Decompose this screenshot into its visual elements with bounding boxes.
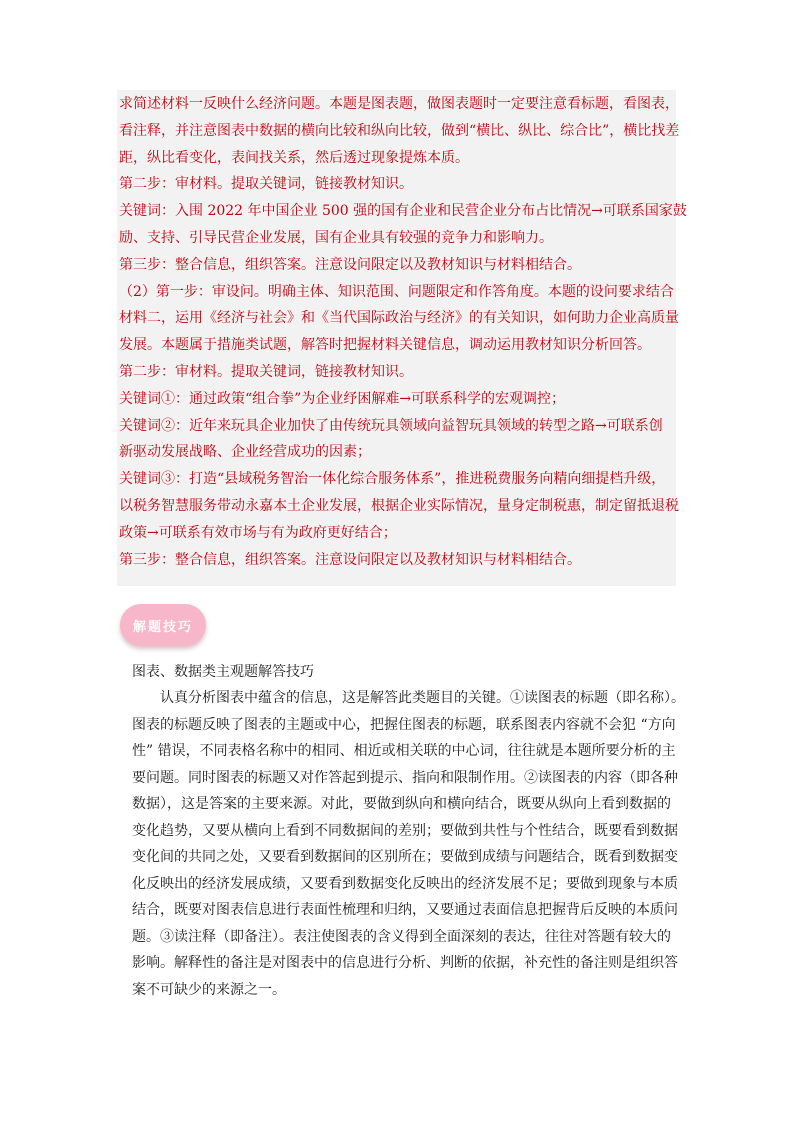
tips-line: 数据），这是答案的主要来源。对此，要做到纵向和横向结合，既要从纵向上看到数据的: [132, 796, 671, 812]
analysis-line: 关键词①：通过政策“组合拳”为企业纾困解难→可联系科学的宏观调控；: [119, 390, 566, 407]
tips-line: 要问题。同时图表的标题又对作答起到提示、指向和限制作用。②读图表的内容（即各种: [132, 769, 678, 786]
analysis-line: （2）第一步：审设问。明确主体、知识范围、问题限定和作答角度。本题的设问要求结合: [119, 283, 674, 300]
analysis-line: 第二步：审材料。提取关键词，链接教材知识。: [119, 176, 413, 193]
tips-line: 图表的标题反映了图表的主题或中心，把握住图表的标题，联系图表内容就不会犯 “方向: [132, 716, 676, 733]
tips-line: 结合，既要对图表信息进行表面性梳理和归纳，又要通过表面信息把握背后反映的本质问: [132, 902, 678, 918]
analysis-line: 第三步：整合信息，组织答案。注意设问限定以及教材知识与材料相结合。: [119, 256, 581, 273]
tips-line: 变化趋势，又要从横向上看到不同数据间的差别；要做到共性与个性结合，既要看到数据: [132, 822, 678, 839]
tips-badge-label: 解题技巧: [132, 619, 193, 635]
analysis-line: 看注释，并注意图表中数据的横向比较和纵向比较，做到“横比、纵比、综合比”，横比找差: [119, 122, 680, 139]
tips-line: 化反映出的经济发展成绩，又要看到数据变化反映出的经济发展不足；要做到现象与本质: [132, 875, 678, 892]
tips-badge: [120, 604, 206, 646]
tips-line: 性” 错误，不同表格名称中的相同、相近或相关联的中心词，往往就是本题所要分析的主: [132, 743, 676, 759]
analysis-line: 求简述材料一反映什么经济问题。本题是图表题，做图表题时一定要注意看标题，看图表，: [119, 96, 679, 112]
analysis-line: 以税务智慧服务带动永嘉本土企业发展，根据企业实际情况，量身定制税惠，制定留抵退税: [119, 498, 679, 514]
analysis-line: 关键词③：打造“县域税务智治一体化综合服务体系”，推进税费服务向精向细提档升级，: [119, 471, 666, 488]
analysis-line: 政策→可联系有效市场与有为政府更好结合；: [119, 524, 397, 541]
tips-line: 变化间的共同之处，又要看到数据间的区别所在；要做到成绩与问题结合，既看到数据变: [132, 849, 678, 865]
tips-line: 影响。解释性的备注是对图表中的信息进行分析、判断的依据，补充性的备注则是组织答: [132, 955, 678, 971]
analysis-line: 关键词②：近年来玩具企业加快了由传统玩具领域向益智玩具领域的转型之路→可联系创: [119, 417, 663, 434]
analysis-line: 材料二，运用《经济与社会》和《当代国际政治与经济》的有关知识，如何助力企业高质量: [119, 310, 679, 327]
tips-title: 图表、数据类主观题解答技巧: [132, 664, 314, 680]
analysis-line: 第二步：审材料。提取关键词，链接教材知识。: [119, 364, 413, 380]
analysis-line: 第三步：整合信息，组织答案。注意设问限定以及教材知识与材料相结合。: [119, 551, 581, 568]
analysis-line: 励、支持、引导民营企业发展，国有企业具有较强的竞争力和影响力。: [119, 230, 553, 246]
analysis-line: 新驱动发展战略、企业经营成功的因素；: [119, 444, 371, 461]
analysis-line: 距，纵比看变化，表间找关系，然后透过现象提炼本质。: [119, 149, 469, 166]
tips-line: 题。③读注释（即备注）。表注使图表的含义得到全面深刻的表达，往往对答题有较大的: [132, 928, 671, 945]
analysis-line: 发展。本题属于措施类试题，解答时把握材料关键信息，调动运用教材知识分析回答。: [119, 337, 651, 354]
tips-line: 案不可缺少的来源之一。: [132, 981, 286, 998]
tips-line: 认真分析图表中蕴含的信息，这是解答此类题目的关键。①读图表的标题（即名称）。: [160, 690, 685, 706]
analysis-line: 关键词：入围 2022 年中国企业 500 强的国有企业和民营企业分布占比情况→可联系国家鼓: [119, 203, 687, 220]
